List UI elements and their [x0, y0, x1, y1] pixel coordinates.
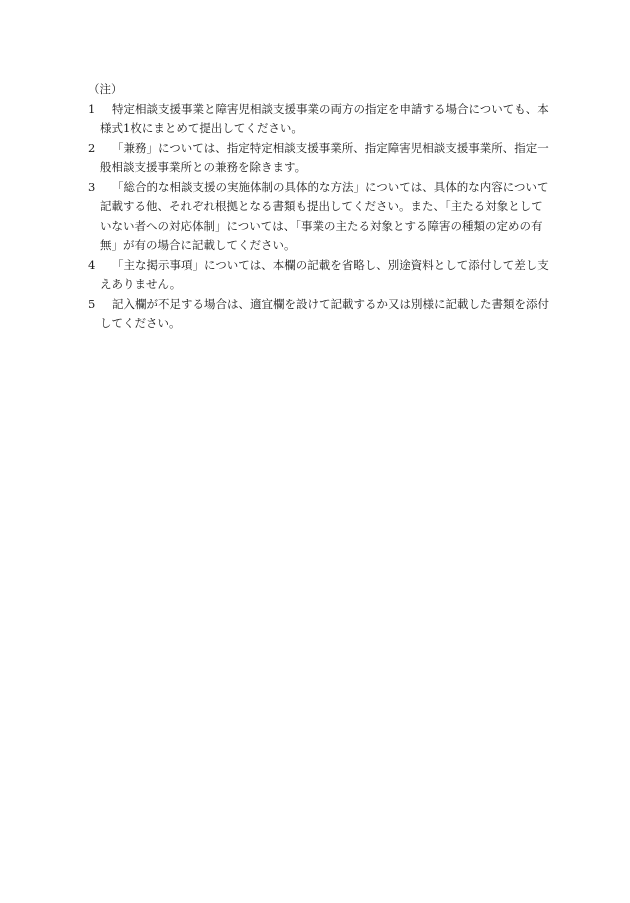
notes-section [88, 80, 553, 334]
note-item-5 [88, 295, 553, 334]
note-number: 3 [88, 179, 96, 194]
note-text: 特定相談支援事業と障害児相談支援事業の両方の指定を申請する場合についても、本様式1枚にまとめて提出してください。 [100, 101, 549, 135]
note-item-4 [88, 256, 553, 295]
note-number: 4 [88, 257, 96, 272]
note-number: 1 [88, 101, 96, 116]
note-item-2 [88, 139, 553, 178]
note-item-1 [88, 100, 553, 139]
note-item-3 [88, 178, 553, 256]
note-text: 「主な掲示事項」については、本欄の記載を省略し、別途資料として添付して差し支えありません。 [100, 257, 549, 291]
note-text: 「兼務」については、指定特定相談支援事業所、指定障害児相談支援事業所、指定一般相談支援事業所との兼務を除きます。 [100, 140, 549, 174]
notes-heading: （注） [88, 82, 123, 96]
note-number: 2 [88, 140, 96, 155]
note-text: 記入欄が不足する場合は、適宜欄を設けて記載するか又は別様に記載した書類を添付してください。 [100, 296, 549, 330]
note-text: 「総合的な相談支援の実施体制の具体的な方法」については、具体的な内容について記載する他、それぞれ根拠となる書類も提出してください。また、「主たる対象としていない者への対応体制」については、「事業の主たる対象とする障害の種類の定めの有無」が有の場合に記載してください。 [100, 179, 549, 252]
note-number: 5 [88, 296, 96, 311]
